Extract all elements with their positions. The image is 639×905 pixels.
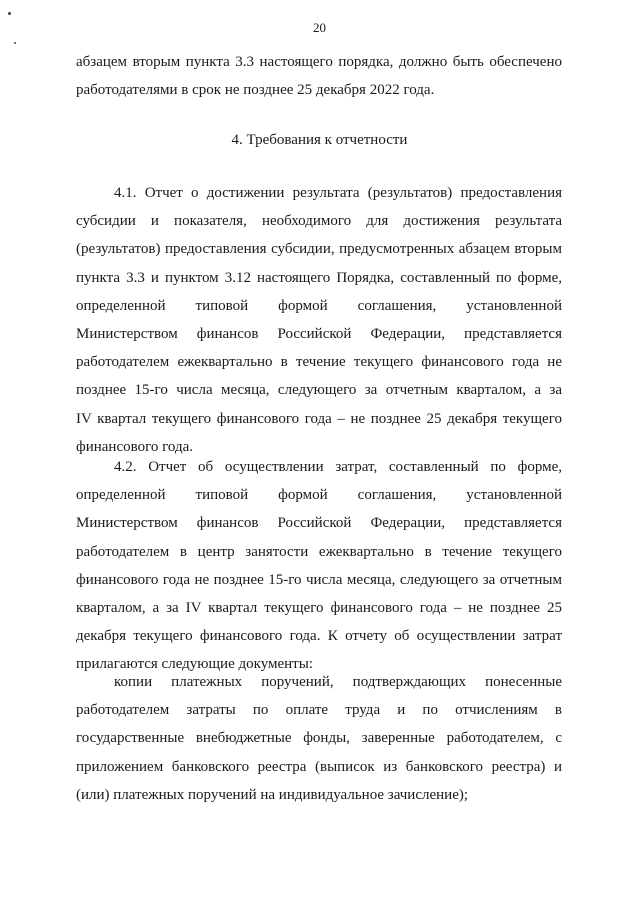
text-line: кварталом, а за IV квартал текущего финансового года – не позднее 25 <box>76 599 562 616</box>
text-line: позднее 15-го числа месяца, следующего за отчетным кварталом, а за <box>76 382 562 399</box>
text-line: работодателями в срок не позднее 25 декабря 2022 года. <box>76 82 435 99</box>
text-line: прилагаются следующие документы: <box>76 656 313 673</box>
text-line: абзацем вторым пункта 3.3 настоящего порядка, должно быть обеспечено <box>76 54 562 70</box>
text-line: субсидии и показателя, необходимого для достижения результата <box>76 213 562 230</box>
text-line: IV квартал текущего финансового года – не позднее 25 декабря текущего <box>76 410 562 427</box>
paragraph-4-2 <box>76 453 562 679</box>
text-line: (или) платежных поручений на индивидуальное зачисление); <box>76 786 469 803</box>
text-line: декабря текущего финансового года. К отчету об осуществлении затрат <box>76 628 562 645</box>
text-line: копии платежных поручений, подтверждающих понесенные <box>114 674 562 690</box>
text-line: финансового года. <box>76 438 194 455</box>
text-line: (результатов) предоставления субсидии, предусмотренных абзацем вторым <box>76 241 562 258</box>
text-line: 4.1. Отчет о достижении результата (результатов) предоставления <box>114 185 562 201</box>
intro-paragraph <box>76 48 562 104</box>
paragraph-payment-copies <box>76 668 562 809</box>
text-line: работодателем затраты по оплате труда и по отчислениям в <box>76 702 562 719</box>
scan-artifact-dot <box>14 42 16 44</box>
text-line: пункта 3.3 и пунктом 3.12 настоящего Порядка, составленный по форме, <box>76 269 562 286</box>
text-line: финансового года не позднее 15-го числа месяца, следующего за отчетным <box>76 571 562 588</box>
text-line: работодателем ежеквартально в течение текущего финансового года не <box>76 354 562 371</box>
text-line: государственные внебюджетные фонды, заверенные работодателем, с <box>76 730 562 747</box>
paragraph-4-1 <box>76 179 562 461</box>
text-line: 4.2. Отчет об осуществлении затрат, составленный по форме, <box>114 459 562 475</box>
text-line: приложением банковского реестра (выписок из банковского реестра) и <box>76 758 562 775</box>
text-line: определенной типовой формой соглашения, установленной <box>76 297 562 314</box>
page-number: 20 <box>313 20 326 35</box>
text-line: Министерством финансов Российской Федерации, представляется <box>76 325 562 342</box>
scan-artifact-dot <box>8 12 11 15</box>
text-line: определенной типовой формой соглашения, установленной <box>76 487 562 504</box>
section-heading: 4. Требования к отчетности <box>231 132 408 148</box>
text-line: Министерством финансов Российской Федерации, представляется <box>76 515 562 532</box>
text-line: работодателем в центр занятости ежеквартально в течение текущего <box>76 543 562 560</box>
